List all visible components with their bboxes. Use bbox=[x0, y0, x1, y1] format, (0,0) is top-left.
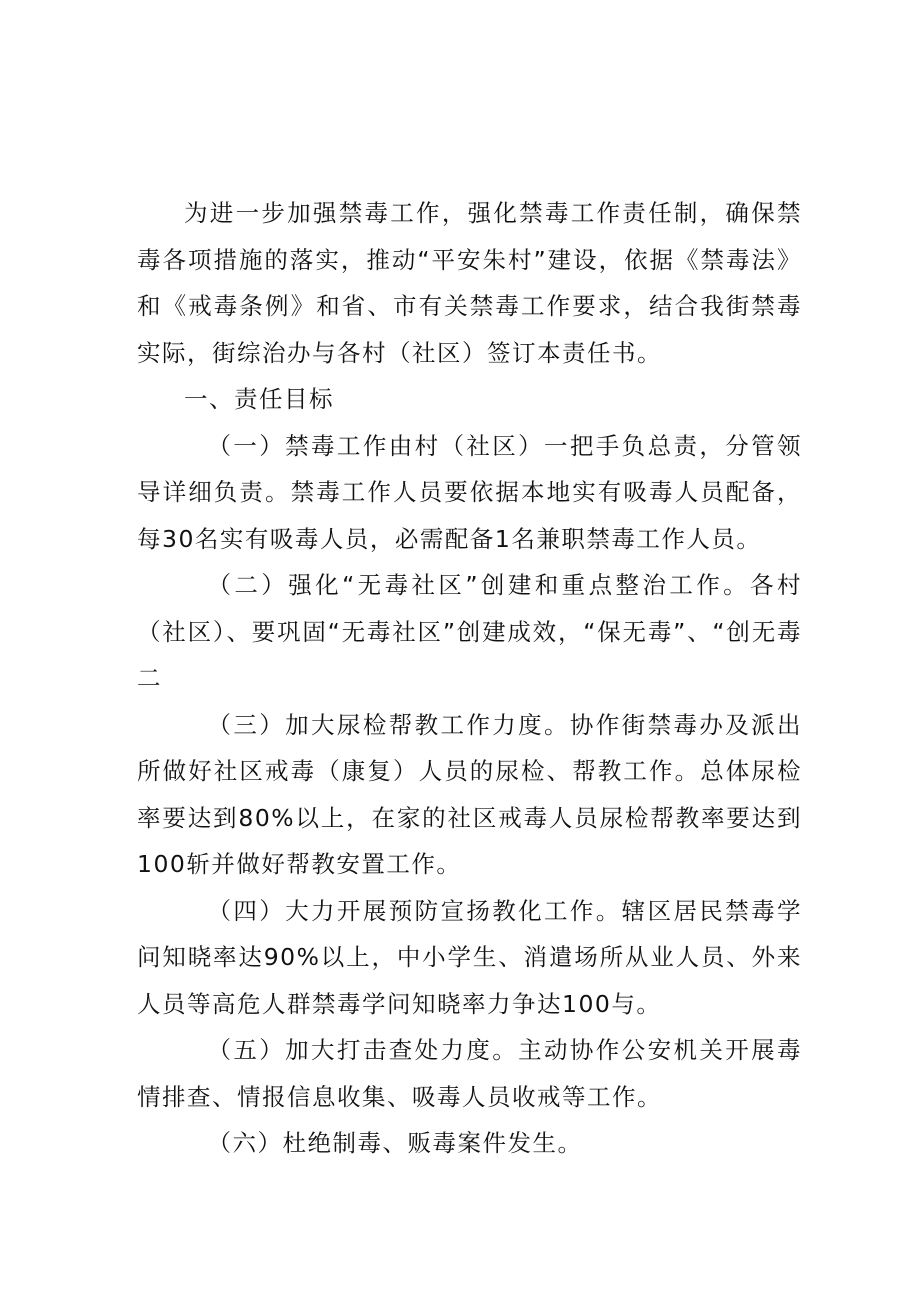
item-paragraph-2: （二）强化“无毒社区”创建和重点整治工作。各村（社区）、要巩固“无毒社区”创建成效，“保无毒”、“创无毒二 bbox=[137, 571, 802, 692]
item-paragraph-1: （一）禁毒工作由村（社区）一把手负总责，分管领导详细负责。禁毒工作人员要依据本地实有吸毒人员配备，每30名实有吸毒人员，必需配备1名兼职禁毒工作人员。 bbox=[137, 431, 802, 553]
section-heading-responsibility-goals: 一、责任目标 bbox=[184, 385, 334, 413]
item-paragraph-5: （五）加大打击查处力度。主动协作公安机关开展毒情排查、情报信息收集、吸毒人员收戒等工作。 bbox=[137, 1036, 802, 1111]
item-paragraph-6: （六）杜绝制毒、贩毒案件发生。 bbox=[207, 1129, 583, 1157]
item-paragraph-3: （三）加大尿检帮教工作力度。协作街禁毒办及派出所做好社区戒毒（康复）人员的尿检、帮教工作。总体尿检率要达到80%以上，在家的社区戒毒人员尿检帮教率要达到100斩并做好帮教安置工作。 bbox=[137, 710, 802, 878]
item-paragraph-4: （四）大力开展预防宣扬教化工作。辖区居民禁毒学问知晓率达90%以上，中小学生、消遣场所从业人员、外来人员等高危人群禁毒学问知晓率力争达100与。 bbox=[137, 896, 802, 1018]
intro-paragraph: 为进一步加强禁毒工作，强化禁毒工作责任制，确保禁毒各项措施的落实，推动“平安朱村”建设，依据《禁毒法》和《戒毒条例》和省、市有关禁毒工作要求，结合我街禁毒实际，街综治办与各村（社区）签订本责任书。 bbox=[137, 199, 802, 367]
document-body bbox=[137, 190, 802, 1167]
